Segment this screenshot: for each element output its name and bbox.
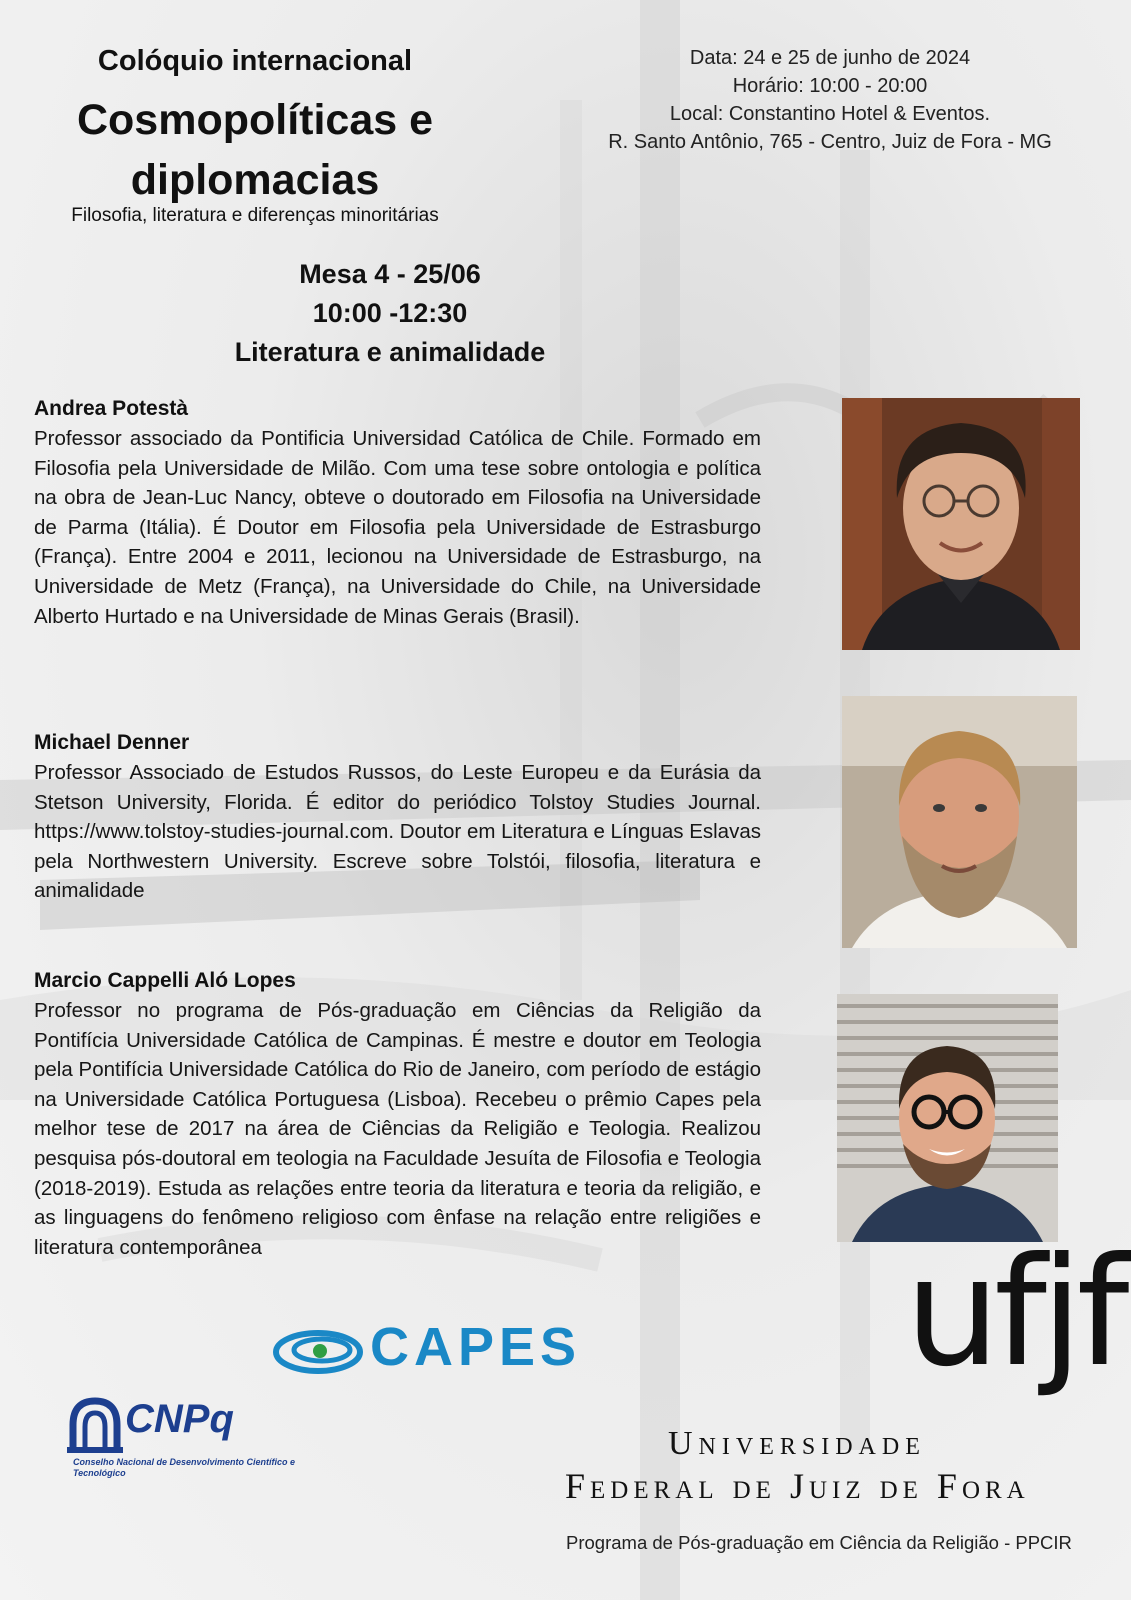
- event-title-line2: diplomacias: [130, 156, 380, 204]
- speaker-bio: Professor no programa de Pós-graduação em Ciências da Religião da Pontifícia Universidade Católica de Campinas. É mestre e doutor em Teologia pela Pontifícia Universidade Católica do Rio de Janeiro, com período de estágio na Universidade Católica Portuguesa (Lisboa). Recebeu o prêmio Capes pela melhor tese de 2017 na área de Ciências da Religião e Teologia. Realizou pesquisa pós-doutoral em teologia na Faculdade Jesuíta de Filosofia e Teologia (2018-2019). Estuda as relações entre teoria da literatura e teoria da religião, e as linguagens do fenômeno religioso com ênfase na relação entre religiões e literatura contemporânea: [34, 999, 761, 1259]
- university-name-line2: Federal de Juiz de Fora: [565, 1466, 1030, 1506]
- event-venue: Local: Constantino Hotel & Eventos.: [669, 103, 991, 125]
- speaker-name: Andrea Potestà: [34, 397, 189, 420]
- event-date: Data: 24 e 25 de junho de 2024: [689, 47, 971, 69]
- cnpq-emblem-icon: [65, 1395, 125, 1455]
- event-address: R. Santo Antônio, 765 - Centro, Juiz de Fora - MG: [608, 131, 1052, 153]
- program-name: Programa de Pós-graduação em Ciência da Religião - PPCIR: [566, 1532, 1072, 1553]
- session-theme: Literatura e animalidade: [234, 337, 546, 367]
- ufjf-logo: [905, 1226, 1125, 1435]
- event-title-line1: Cosmopolíticas e: [76, 96, 434, 144]
- session-time: 10:00 -12:30: [312, 298, 468, 328]
- cnpq-wordmark: CNPq: [125, 1397, 234, 1441]
- speaker-photo-michael-denner: [842, 696, 1077, 948]
- speaker-photo-andrea-potesta: [842, 398, 1080, 650]
- speaker-bio: Professor Associado de Estudos Russos, do Leste Europeu e da Eurásia da Stetson University, Florida. É editor do periódico Tolstoy Studies Journal. https://www.tolstoy-studies-journal.com. Doutor em Literatura e Línguas Eslavas pela Northwestern University. Escreve sobre Tolstói, filosofia, literatura e animalidade: [34, 761, 761, 903]
- session-number: Mesa 4 - 25/06: [299, 259, 481, 289]
- speaker-photo-marcio-cappelli-alo-lopes: [837, 994, 1058, 1242]
- capes-logo: [272, 1317, 607, 1380]
- university-name-line1: Universidade: [668, 1425, 926, 1462]
- event-time: Horário: 10:00 - 20:00: [732, 75, 928, 97]
- event-info: [590, 44, 1070, 156]
- event-subtitle: Filosofia, literatura e diferenças minoritárias: [71, 205, 439, 226]
- event-series: Colóquio internacional: [97, 45, 413, 77]
- ufjf-wordmark: ufjf: [905, 1226, 1124, 1400]
- speaker-marcio-cappelli-alo-lopes: [34, 966, 761, 1262]
- event-title: [40, 90, 470, 210]
- session-heading: [190, 255, 590, 372]
- speaker-name: Marcio Cappelli Aló Lopes: [34, 969, 296, 992]
- speaker-andrea-potesta: [34, 394, 761, 631]
- cnpq-logo: [65, 1395, 305, 1485]
- capes-emblem-icon: [272, 1322, 367, 1380]
- capes-wordmark: CAPES: [370, 1317, 582, 1377]
- cnpq-subtitle: Conselho Nacional de Desenvolvimento Científico e Tecnológico: [73, 1457, 296, 1478]
- speaker-bio: Professor associado da Pontificia Universidad Católica de Chile. Formado em Filosofia pela Universidade de Milão. Com uma tese sobre ontologia e política na obra de Jean-Luc Nancy, obteve o doutorado em Filosofia na Universidade de Parma (Itália). É Doutor em Filosofia pela Universidade de Estrasburgo (França). Entre 2004 e 2011, lecionou na Universidade de Estrasburgo, na Universidade de Metz (França), na Universidade do Chile, na Universidade Alberto Hurtado e na Universidade de Minas Gerais (Brasil).: [34, 427, 761, 628]
- speaker-name: Michael Denner: [34, 731, 190, 754]
- speaker-michael-denner: [34, 728, 761, 906]
